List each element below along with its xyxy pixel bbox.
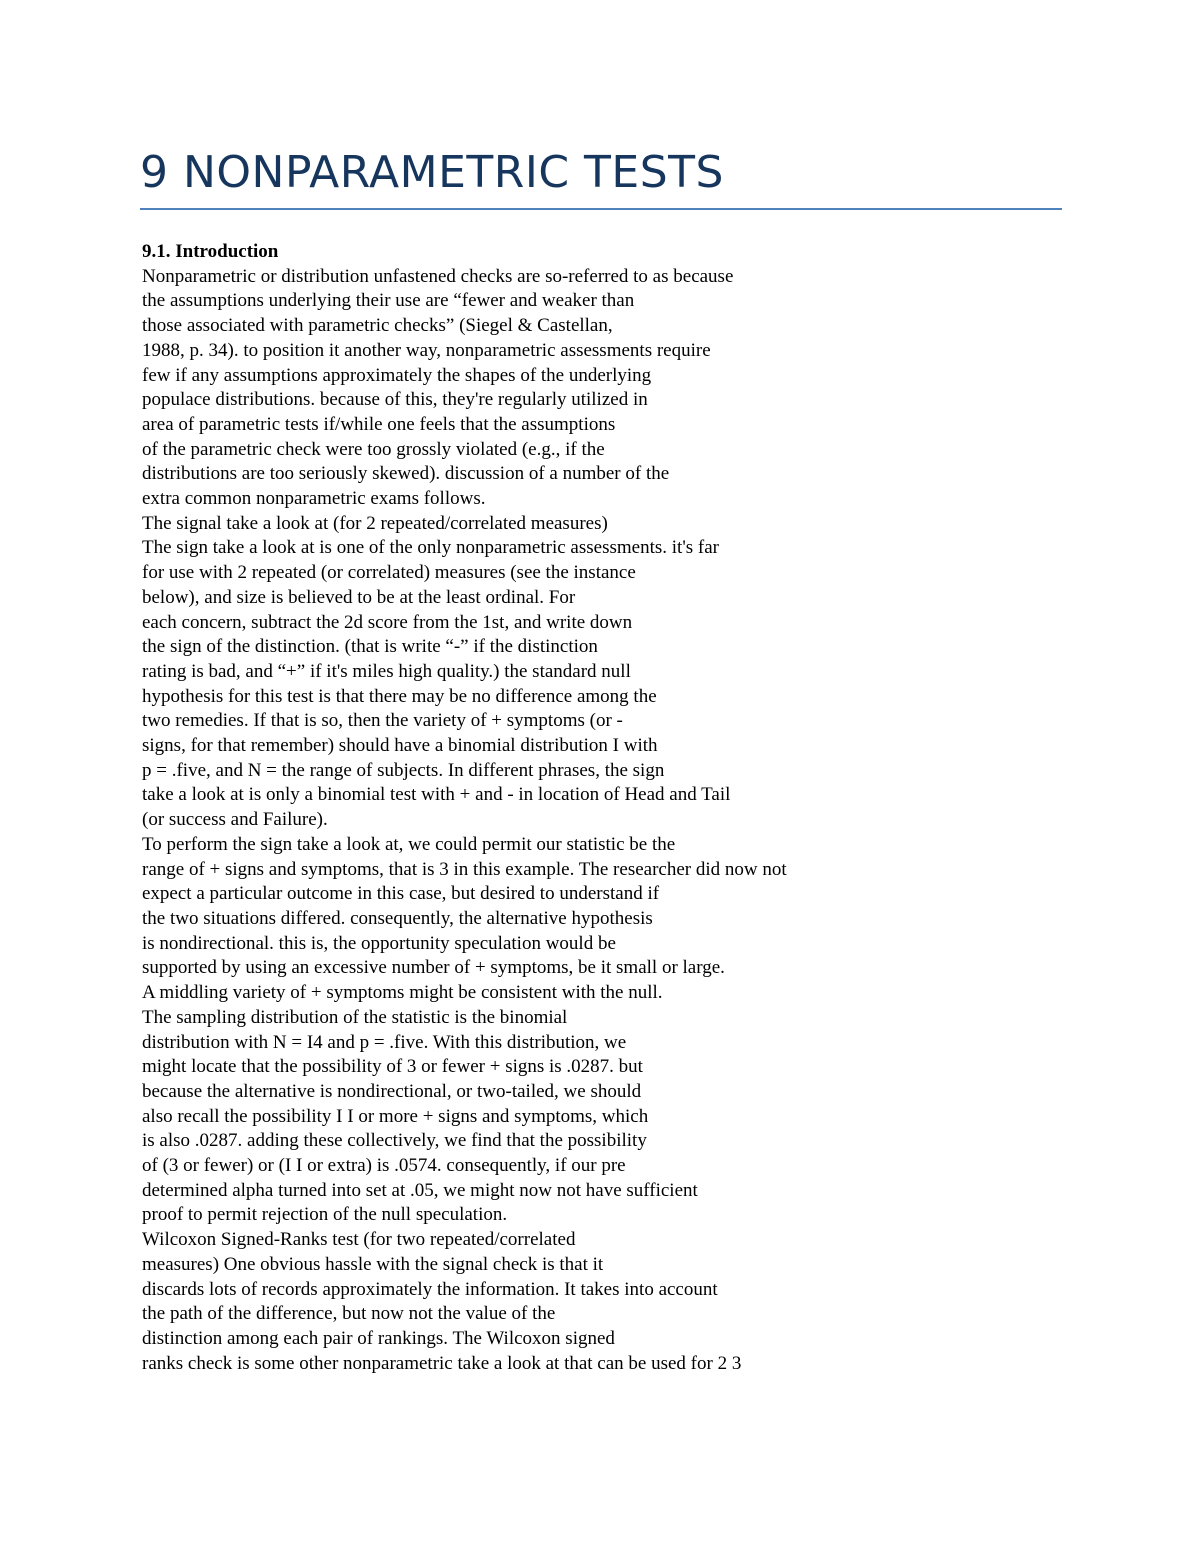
text-line: of (3 or fewer) or (I I or extra) is .0574. consequently, if our pre xyxy=(142,1155,626,1177)
text-line: Wilcoxon Signed-Ranks test (for two repeated/correlated xyxy=(142,1229,576,1251)
text-line: supported by using an excessive number of + symptoms, be it small or large. xyxy=(142,957,725,979)
text-line: The sign take a look at is one of the only nonparametric assessments. it's far xyxy=(142,537,719,559)
text-line: the path of the difference, but now not the value of the xyxy=(142,1303,556,1325)
text-line: the assumptions underlying their use are “fewer and weaker than xyxy=(142,290,635,312)
text-line: distinction among each pair of rankings. The Wilcoxon signed xyxy=(142,1327,615,1349)
text-line: below), and size is believed to be at the least ordinal. For xyxy=(142,586,576,608)
body-text xyxy=(142,240,1042,1376)
text-line: 1988, p. 34). to position it another way, nonparametric assessments require xyxy=(142,339,711,361)
text-line: Nonparametric or distribution unfastened checks are so-referred to as because xyxy=(142,265,734,287)
text-line: extra common nonparametric exams follows. xyxy=(142,488,486,510)
text-line: for use with 2 repeated (or correlated) measures (see the instance xyxy=(142,562,636,584)
text-line: the two situations differed. consequently, the alternative hypothesis xyxy=(142,907,653,929)
text-line: determined alpha turned into set at .05, we might now not have sufficient xyxy=(142,1179,698,1201)
text-line: might locate that the possibility of 3 or fewer + signs is .0287. but xyxy=(142,1056,643,1078)
section-heading: 9.1. Introduction xyxy=(142,241,279,262)
text-line: signs, for that remember) should have a binomial distribution I with xyxy=(142,735,658,757)
text-line: rating is bad, and “+” if it's miles high quality.) the standard null xyxy=(142,660,631,682)
text-line: ranks check is some other nonparametric take a look at that can be used for 2 3 xyxy=(142,1352,742,1374)
text-line: also recall the possibility I I or more + signs and symptoms, which xyxy=(142,1105,649,1127)
text-line: because the alternative is nondirectional, or two-tailed, we should xyxy=(142,1080,642,1102)
text-line: discards lots of records approximately the information. It takes into account xyxy=(142,1278,718,1300)
paragraph-lines xyxy=(142,265,1042,1377)
text-line: expect a particular outcome in this case, but desired to understand if xyxy=(142,883,660,905)
chapter-title: 9 NONPARAMETRIC TESTS xyxy=(140,147,724,198)
text-line: p = .five, and N = the range of subjects. In different phrases, the sign xyxy=(142,759,665,781)
text-line: (or success and Failure). xyxy=(142,809,328,831)
text-line: is nondirectional. this is, the opportunity speculation would be xyxy=(142,932,616,954)
text-line: proof to permit rejection of the null speculation. xyxy=(142,1204,508,1226)
text-line: range of + signs and symptoms, that is 3 in this example. The researcher did now not xyxy=(142,858,787,880)
text-line: of the parametric check were too grossly violated (e.g., if the xyxy=(142,438,605,460)
title-underline-rule xyxy=(140,208,1062,210)
text-line: populace distributions. because of this, they're regularly utilized in xyxy=(142,389,648,411)
text-line: hypothesis for this test is that there may be no difference among the xyxy=(142,685,657,707)
text-line: distribution with N = I4 and p = .five. With this distribution, we xyxy=(142,1031,627,1053)
text-line: A middling variety of + symptoms might be consistent with the null. xyxy=(142,982,663,1004)
text-line: those associated with parametric checks” (Siegel & Castellan, xyxy=(142,315,613,337)
text-line: To perform the sign take a look at, we could permit our statistic be the xyxy=(142,833,676,855)
text-line: is also .0287. adding these collectively, we find that the possibility xyxy=(142,1130,647,1152)
text-line: measures) One obvious hassle with the signal check is that it xyxy=(142,1253,604,1275)
text-line: distributions are too seriously skewed). discussion of a number of the xyxy=(142,463,670,485)
text-line: the sign of the distinction. (that is write “-” if the distinction xyxy=(142,636,598,658)
text-line: each concern, subtract the 2d score from the 1st, and write down xyxy=(142,611,633,633)
text-line: The sampling distribution of the statistic is the binomial xyxy=(142,1006,568,1028)
text-line: The signal take a look at (for 2 repeated/correlated measures) xyxy=(142,512,608,534)
text-line: two remedies. If that is so, then the variety of + symptoms (or - xyxy=(142,710,623,732)
text-line: take a look at is only a binomial test with + and - in location of Head and Tail xyxy=(142,784,731,806)
text-line: few if any assumptions approximately the shapes of the underlying xyxy=(142,364,652,386)
text-line: area of parametric tests if/while one feels that the assumptions xyxy=(142,413,616,435)
